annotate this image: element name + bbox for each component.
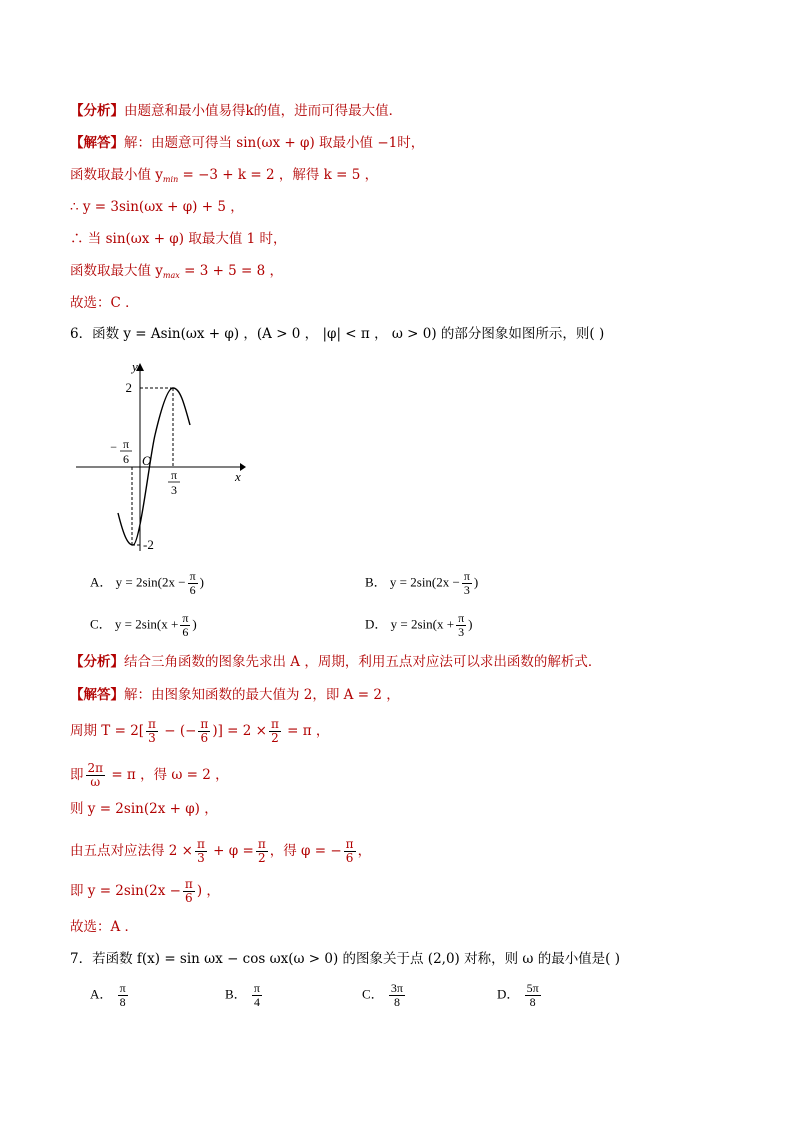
option-letter: C．	[90, 616, 112, 632]
fraction-den: 2	[257, 851, 266, 865]
x-axis-label: x	[235, 469, 241, 484]
option-text: y = 2sin(2x −	[389, 574, 460, 590]
q6-answer-line-1	[70, 686, 400, 704]
subscript: max	[162, 271, 180, 280]
q6-function-graph	[70, 355, 270, 555]
q5-answer-line-3: ∴ y = 3sin(ωx + φ) + 5 ，	[70, 199, 244, 215]
fraction-den: 6	[345, 851, 354, 865]
option-letter: D．	[497, 986, 520, 1002]
fraction	[188, 570, 198, 597]
q6-option-b[interactable]	[365, 570, 478, 597]
right-x-label-den: 3	[171, 483, 177, 497]
fraction-num: π	[148, 717, 156, 731]
fraction-den: 8	[119, 995, 126, 1009]
fraction	[256, 838, 268, 865]
fraction-den: 6	[189, 583, 196, 597]
fraction-den: ω	[90, 775, 101, 789]
fraction-den: 8	[393, 995, 400, 1009]
fraction-num: π	[196, 837, 205, 851]
fraction-num: π	[253, 981, 260, 995]
option-text: y = 2sin(x +	[114, 616, 179, 632]
answer-text: + φ =	[208, 843, 254, 859]
q6-option-d[interactable]	[365, 612, 472, 639]
option-text: )	[468, 616, 473, 632]
q6-stem: 6．函数 y = Asin(ωx + φ) ，(A > 0 ， |φ| < π ， ω > 0) 的部分图象如图所示，则( )	[70, 326, 605, 342]
option-letter: A．	[90, 986, 113, 1002]
answer-text: = 3 + 5 = 8 ，	[179, 263, 284, 279]
fraction-den: 2	[271, 731, 279, 745]
fraction-num: π	[458, 611, 465, 625]
fraction-num: π	[184, 877, 193, 891]
q6-option-a[interactable]	[90, 570, 204, 597]
answer-text: = −3 + k = 2 ，解得 k = 5 ，	[178, 167, 379, 183]
answer-text: )] = 2 ×	[212, 723, 267, 739]
q6-answer-line-6	[70, 878, 220, 905]
fraction-den: 6	[200, 731, 209, 745]
fraction-num: 5π	[526, 981, 539, 995]
answer-text: ) ，	[196, 883, 220, 899]
fraction-den: 4	[253, 995, 260, 1009]
fraction	[180, 612, 190, 639]
answer-text: − (−	[159, 723, 197, 739]
answer-text: ，	[357, 843, 372, 859]
q6-answer-line-4: 则 y = 2sin(2x + φ) ，	[70, 801, 218, 817]
option-text: )	[192, 616, 197, 632]
q7-option-a[interactable]	[90, 982, 130, 1009]
fraction	[198, 718, 210, 745]
fraction	[525, 982, 541, 1009]
answer-text: = π ，得 ω = 2 ，	[107, 767, 229, 783]
fraction	[146, 718, 158, 745]
y-max-label: 2	[125, 380, 132, 395]
fraction-num: 2π	[87, 761, 104, 775]
fraction	[269, 718, 281, 745]
q6-analysis	[70, 653, 601, 671]
fraction	[252, 982, 262, 1009]
fraction	[118, 982, 128, 1009]
fraction-num: 3π	[390, 981, 403, 995]
q6-answer-line-3	[70, 762, 229, 789]
option-letter: B．	[365, 574, 387, 590]
q5-choice: 故选：C ．	[70, 295, 139, 311]
q5-answer-line-1	[70, 134, 424, 152]
q7-stem: 7．若函数 f(x) = sin ωx − cos ωx(ω > 0) 的图象关于点 (2,0) 对称，则 ω 的最小值是( )	[70, 951, 621, 967]
fraction	[344, 838, 356, 865]
fraction-num: π	[119, 981, 126, 995]
fraction	[456, 612, 466, 639]
fraction-num: π	[463, 569, 470, 583]
answer-text: 函数取最大值 y	[70, 263, 163, 279]
fraction-den: 3	[463, 583, 470, 597]
option-text: y = 2sin(x +	[390, 616, 455, 632]
answer-text: 即	[70, 767, 84, 783]
fraction-num: π	[270, 717, 279, 731]
right-x-label-num: π	[170, 468, 178, 482]
answer-tag: 【解答】	[70, 687, 124, 703]
fraction	[183, 878, 195, 905]
answer-text: 即 y = 2sin(2x −	[70, 883, 181, 899]
fraction	[195, 838, 207, 865]
answer-text: 周期 T = 2[	[70, 723, 145, 739]
fraction-den: 8	[529, 995, 536, 1009]
fraction-den: 3	[458, 625, 465, 639]
fraction-den: 6	[182, 625, 189, 639]
option-text: )	[473, 574, 479, 590]
q7-option-b[interactable]	[225, 982, 264, 1009]
subscript: min	[162, 175, 179, 184]
fraction-num: π	[200, 717, 209, 731]
q5-analysis	[70, 102, 402, 120]
origin-label: O	[142, 453, 152, 468]
q6-option-c[interactable]	[90, 612, 197, 639]
option-letter: B．	[225, 986, 247, 1002]
answer-text: ，得 φ = −	[269, 843, 342, 859]
analysis-tag: 【分析】	[70, 103, 124, 119]
x-axis-arrow	[240, 463, 246, 471]
option-letter: A．	[90, 574, 113, 590]
fraction-den: 3	[148, 731, 156, 745]
answer-text: 解：由题意可得当 sin(ωx + φ) 取最小值 −1时，	[124, 135, 425, 151]
fraction-den: 6	[185, 891, 193, 905]
option-text: )	[199, 574, 204, 590]
answer-tag: 【解答】	[70, 135, 124, 151]
fraction	[86, 762, 106, 789]
fraction-num: π	[182, 611, 189, 625]
left-x-label-den: 6	[123, 452, 129, 466]
q6-choice: 故选：A ．	[70, 919, 139, 935]
q6-answer-line-2	[70, 718, 329, 745]
y-axis-label: y	[132, 359, 138, 374]
fraction	[389, 982, 405, 1009]
option-letter: D．	[365, 616, 388, 632]
answer-text: 由五点对应法得 2 ×	[70, 843, 193, 859]
q7-option-d[interactable]	[497, 982, 543, 1009]
q5-answer-line-5	[70, 262, 283, 285]
left-x-label-prefix: −	[110, 440, 117, 454]
q5-answer-line-4: ∴ 当 sin(ωx + φ) 取最大值 1 时，	[70, 231, 287, 247]
analysis-text: 结合三角函数的图象先求出 A ，周期，利用五点对应法可以求出函数的解析式．	[124, 654, 602, 670]
fraction-num: π	[189, 569, 196, 583]
q6-answer-line-5	[70, 838, 371, 865]
fraction	[462, 570, 472, 597]
answer-text: = π ，	[282, 723, 330, 739]
answer-text: 函数取最小值 y	[70, 167, 163, 183]
y-min-label: -2	[143, 537, 154, 552]
fraction-num: π	[345, 837, 354, 851]
q7-option-c[interactable]	[362, 982, 407, 1009]
answer-text: 解：由图象知函数的最大值为 2，即 A = 2 ，	[124, 687, 400, 703]
fraction-den: 3	[197, 851, 205, 865]
option-letter: C．	[362, 986, 384, 1002]
fraction-num: π	[257, 837, 266, 851]
left-x-label-num: π	[122, 437, 130, 451]
analysis-text: 由题意和最小值易得k的值，进而可得最大值．	[124, 103, 403, 119]
option-text: y = 2sin(2x −	[115, 574, 186, 590]
q5-answer-line-2	[70, 166, 378, 189]
analysis-tag: 【分析】	[70, 654, 124, 670]
